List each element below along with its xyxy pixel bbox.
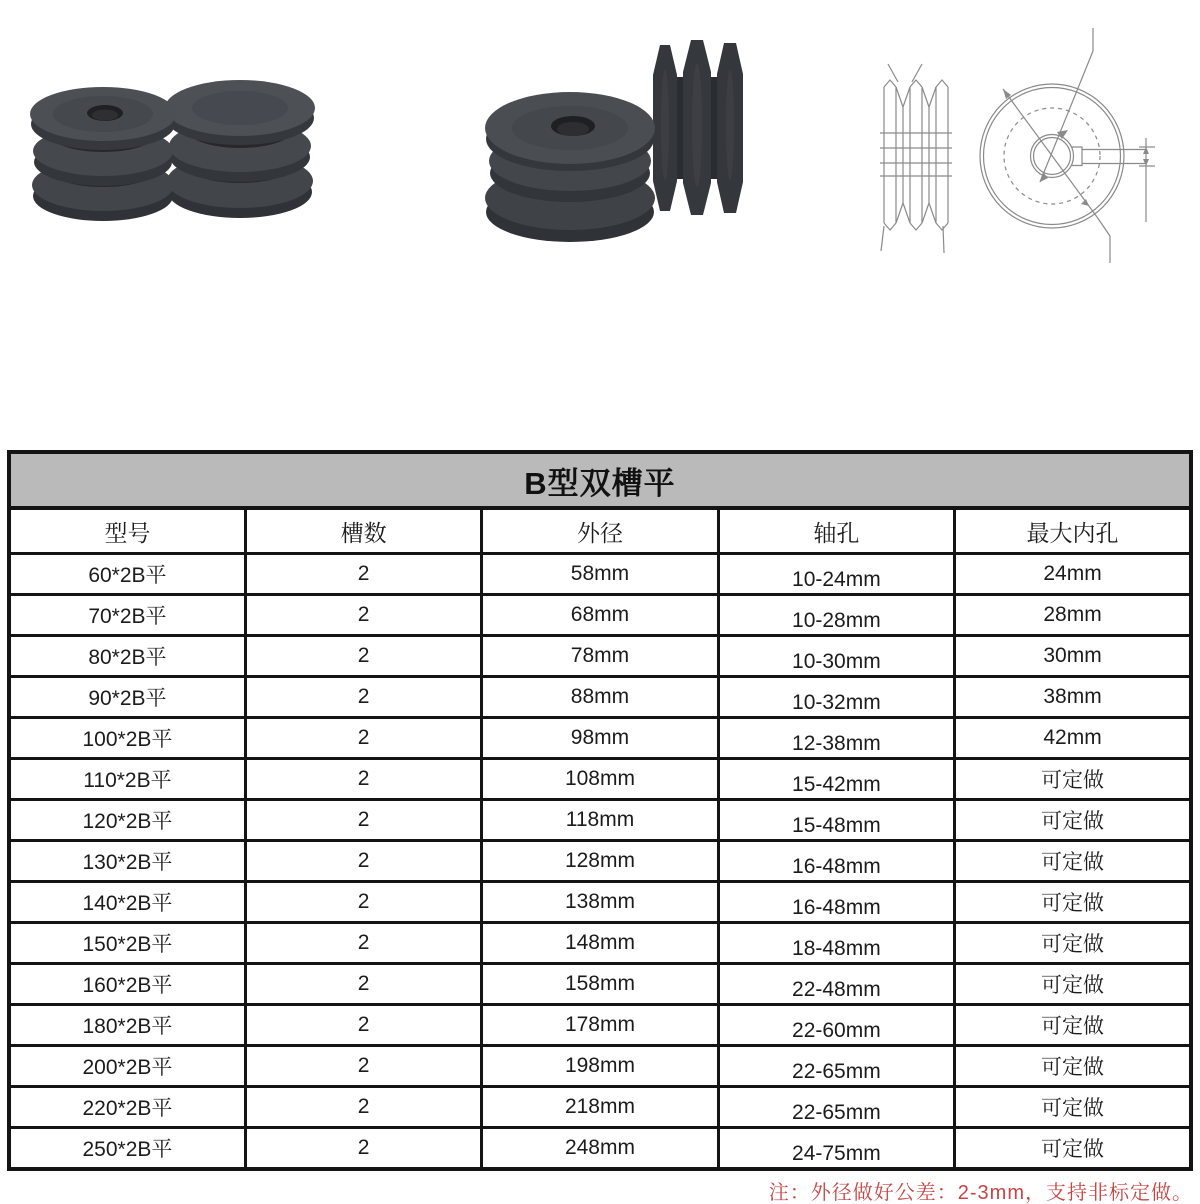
table-row xyxy=(9,800,1191,841)
cell-value: 22-60mm xyxy=(792,1019,881,1042)
table-cell xyxy=(9,595,245,636)
table-row xyxy=(9,1087,1191,1128)
table-cell xyxy=(955,554,1191,595)
col-header-max-bore: 最大内孔 xyxy=(955,508,1191,554)
table-cell xyxy=(718,1128,954,1170)
table-row xyxy=(9,923,1191,964)
cell-value: 68mm xyxy=(570,603,630,626)
table-row xyxy=(9,841,1191,882)
cell-value: 24mm xyxy=(1043,562,1102,585)
product-photo-pulley-pair xyxy=(25,80,325,270)
cell-value: 108mm xyxy=(564,767,635,790)
table-cell xyxy=(9,554,245,595)
table-row xyxy=(9,882,1191,923)
cell-value: 140*2B平 xyxy=(82,892,173,915)
table-cell xyxy=(718,1046,954,1087)
cell-value: 15-42mm xyxy=(792,773,881,796)
cell-value: 98mm xyxy=(570,726,630,749)
cell-value: 可定做 xyxy=(1041,892,1105,915)
cell-value: 2 xyxy=(357,1136,370,1159)
table-cell xyxy=(482,800,718,841)
table-cell xyxy=(245,1128,481,1170)
table-cell xyxy=(245,1087,481,1128)
table-body xyxy=(9,554,1191,1170)
table-cell xyxy=(955,800,1191,841)
table-cell xyxy=(955,636,1191,677)
cell-value: 218mm xyxy=(564,1095,635,1118)
cell-value: 24-75mm xyxy=(792,1142,881,1165)
cell-value: 198mm xyxy=(564,1054,635,1077)
front-view xyxy=(980,28,1155,263)
col-header-outer-dia: 外径 xyxy=(482,508,718,554)
table-cell xyxy=(9,841,245,882)
table-cell xyxy=(718,841,954,882)
table-cell xyxy=(718,882,954,923)
table-row xyxy=(9,759,1191,800)
table-cell xyxy=(482,759,718,800)
table-cell xyxy=(718,554,954,595)
table-cell xyxy=(9,1128,245,1170)
table-cell xyxy=(718,677,954,718)
table-cell xyxy=(482,1087,718,1128)
table-cell xyxy=(482,636,718,677)
cell-value: 可定做 xyxy=(1041,1097,1105,1120)
cell-value: 118mm xyxy=(565,808,635,831)
table-cell xyxy=(482,595,718,636)
cell-value: 可定做 xyxy=(1041,933,1105,956)
table-cell xyxy=(245,800,481,841)
table-cell xyxy=(245,595,481,636)
pulley-standing xyxy=(653,40,743,215)
cell-value: 120*2B平 xyxy=(82,810,173,833)
cell-value: 2 xyxy=(357,808,370,831)
cell-value: 148mm xyxy=(564,931,635,954)
col-header-model: 型号 xyxy=(9,508,245,554)
table-cell xyxy=(955,1046,1191,1087)
spec-table xyxy=(7,450,1193,1171)
table-cell xyxy=(9,923,245,964)
col-header-shaft-hole: 轴孔 xyxy=(718,508,954,554)
table-cell xyxy=(955,759,1191,800)
table-cell xyxy=(245,718,481,759)
table-cell xyxy=(482,923,718,964)
cell-value: 10-28mm xyxy=(792,609,881,632)
cell-value: 2 xyxy=(357,972,370,995)
cell-value: 158mm xyxy=(564,972,635,995)
table-row xyxy=(9,1005,1191,1046)
cell-value: 2 xyxy=(357,603,370,626)
cell-value: 90*2B平 xyxy=(88,687,167,710)
cell-value: 58mm xyxy=(570,562,630,585)
table-cell xyxy=(9,718,245,759)
table-row xyxy=(9,1046,1191,1087)
table-cell xyxy=(245,964,481,1005)
cell-value: 可定做 xyxy=(1041,1138,1105,1161)
table-cell xyxy=(955,841,1191,882)
table-cell xyxy=(245,554,481,595)
table-cell xyxy=(718,636,954,677)
table-cell xyxy=(9,964,245,1005)
table-row xyxy=(9,636,1191,677)
cell-value: 可定做 xyxy=(1041,1056,1105,1079)
cell-value: 250*2B平 xyxy=(82,1138,173,1161)
cell-value: 可定做 xyxy=(1041,974,1105,997)
table-cell xyxy=(482,718,718,759)
table-cell xyxy=(718,923,954,964)
table-cell xyxy=(245,677,481,718)
table-cell xyxy=(955,718,1191,759)
pulley-left xyxy=(30,87,176,221)
cell-value: 可定做 xyxy=(1041,851,1105,874)
cell-value: 110*2B平 xyxy=(83,769,172,792)
cell-value: 42mm xyxy=(1043,726,1102,749)
table-cell xyxy=(9,1087,245,1128)
cell-value: 可定做 xyxy=(1041,1015,1105,1038)
side-view xyxy=(880,64,952,253)
cell-value: 16-48mm xyxy=(792,855,881,878)
cell-value: 100*2B平 xyxy=(82,728,173,751)
table-title-row xyxy=(9,452,1191,508)
cell-value: 22-65mm xyxy=(792,1060,881,1083)
cell-value: 2 xyxy=(357,849,370,872)
table-cell xyxy=(718,1005,954,1046)
cell-value: 150*2B平 xyxy=(82,933,173,956)
cell-value: 200*2B平 xyxy=(82,1056,173,1079)
cell-value: 88mm xyxy=(570,685,630,708)
cell-value: 10-30mm xyxy=(792,650,881,673)
table-cell xyxy=(482,964,718,1005)
cell-value: 30mm xyxy=(1043,644,1102,667)
cell-value: 2 xyxy=(357,685,370,708)
cell-value: 80*2B平 xyxy=(88,646,167,669)
table-cell xyxy=(955,882,1191,923)
table-cell xyxy=(9,759,245,800)
product-photo-pulley-front-side xyxy=(478,25,788,260)
cell-value: 2 xyxy=(357,726,370,749)
cell-value: 可定做 xyxy=(1041,769,1105,792)
cell-value: 16-48mm xyxy=(792,896,881,919)
table-cell xyxy=(718,759,954,800)
table-cell xyxy=(955,677,1191,718)
cell-value: 12-38mm xyxy=(792,732,881,755)
pulley-right xyxy=(165,80,315,218)
table-cell xyxy=(955,1005,1191,1046)
table-cell xyxy=(245,882,481,923)
cell-value: 160*2B平 xyxy=(82,974,173,997)
cell-value: 2 xyxy=(357,1054,370,1077)
cell-value: 2 xyxy=(357,767,370,790)
cell-value: 28mm xyxy=(1043,603,1102,626)
technical-drawing-pulley xyxy=(865,18,1185,280)
cell-value: 178mm xyxy=(564,1013,635,1036)
cell-value: 2 xyxy=(357,562,370,585)
table-cell xyxy=(955,595,1191,636)
table-cell xyxy=(482,841,718,882)
table-row xyxy=(9,718,1191,759)
cell-value: 15-48mm xyxy=(792,814,881,837)
table-cell xyxy=(482,882,718,923)
table-cell xyxy=(9,1005,245,1046)
table-cell xyxy=(718,718,954,759)
cell-value: 2 xyxy=(357,1013,370,1036)
table-cell xyxy=(245,841,481,882)
table-cell xyxy=(9,1046,245,1087)
col-header-grooves: 槽数 xyxy=(245,508,481,554)
table-cell xyxy=(245,636,481,677)
table-header-row xyxy=(9,508,1191,554)
tolerance-note: 注：外径做好公差：2-3mm，支持非标定做。 xyxy=(768,1182,1193,1204)
cell-value: 78mm xyxy=(570,644,630,667)
table-cell xyxy=(718,964,954,1005)
cell-value: 248mm xyxy=(564,1136,635,1159)
cell-value: 10-32mm xyxy=(792,691,881,714)
cell-value: 可定做 xyxy=(1041,810,1105,833)
cell-value: 10-24mm xyxy=(792,568,881,591)
table-cell xyxy=(482,677,718,718)
table-row xyxy=(9,1128,1191,1170)
table-cell xyxy=(955,923,1191,964)
cell-value: 18-48mm xyxy=(792,937,881,960)
table-cell xyxy=(718,1087,954,1128)
cell-value: 2 xyxy=(357,890,370,913)
cell-value: 2 xyxy=(357,1095,370,1118)
cell-value: 138mm xyxy=(564,890,635,913)
table-cell xyxy=(955,964,1191,1005)
cell-value: 60*2B平 xyxy=(88,564,167,587)
cell-value: 70*2B平 xyxy=(88,605,167,628)
table-cell xyxy=(245,923,481,964)
table-cell xyxy=(718,800,954,841)
table-row xyxy=(9,964,1191,1005)
cell-value: 180*2B平 xyxy=(82,1015,173,1038)
table-row xyxy=(9,595,1191,636)
table-cell xyxy=(718,595,954,636)
cell-value: 2 xyxy=(357,644,370,667)
table-cell xyxy=(9,636,245,677)
table-cell xyxy=(955,1087,1191,1128)
table-cell xyxy=(245,1005,481,1046)
table-cell xyxy=(245,1046,481,1087)
table-cell xyxy=(955,1128,1191,1170)
table-cell xyxy=(9,800,245,841)
cell-value: 128mm xyxy=(564,849,635,872)
cell-value: 22-65mm xyxy=(792,1101,881,1124)
cell-value: 2 xyxy=(357,931,370,954)
table-title: B型双槽平 xyxy=(9,452,1191,508)
pulley-lying xyxy=(485,92,655,242)
table-row xyxy=(9,677,1191,718)
table-row xyxy=(9,554,1191,595)
table-cell xyxy=(482,1005,718,1046)
table-cell xyxy=(482,1128,718,1170)
table-cell xyxy=(482,554,718,595)
cell-value: 220*2B平 xyxy=(82,1097,173,1120)
cell-value: 130*2B平 xyxy=(82,851,173,874)
cell-value: 38mm xyxy=(1043,685,1102,708)
table-cell xyxy=(9,882,245,923)
table-cell xyxy=(482,1046,718,1087)
table-cell xyxy=(245,759,481,800)
table-cell xyxy=(9,677,245,718)
cell-value: 22-48mm xyxy=(792,978,881,1001)
